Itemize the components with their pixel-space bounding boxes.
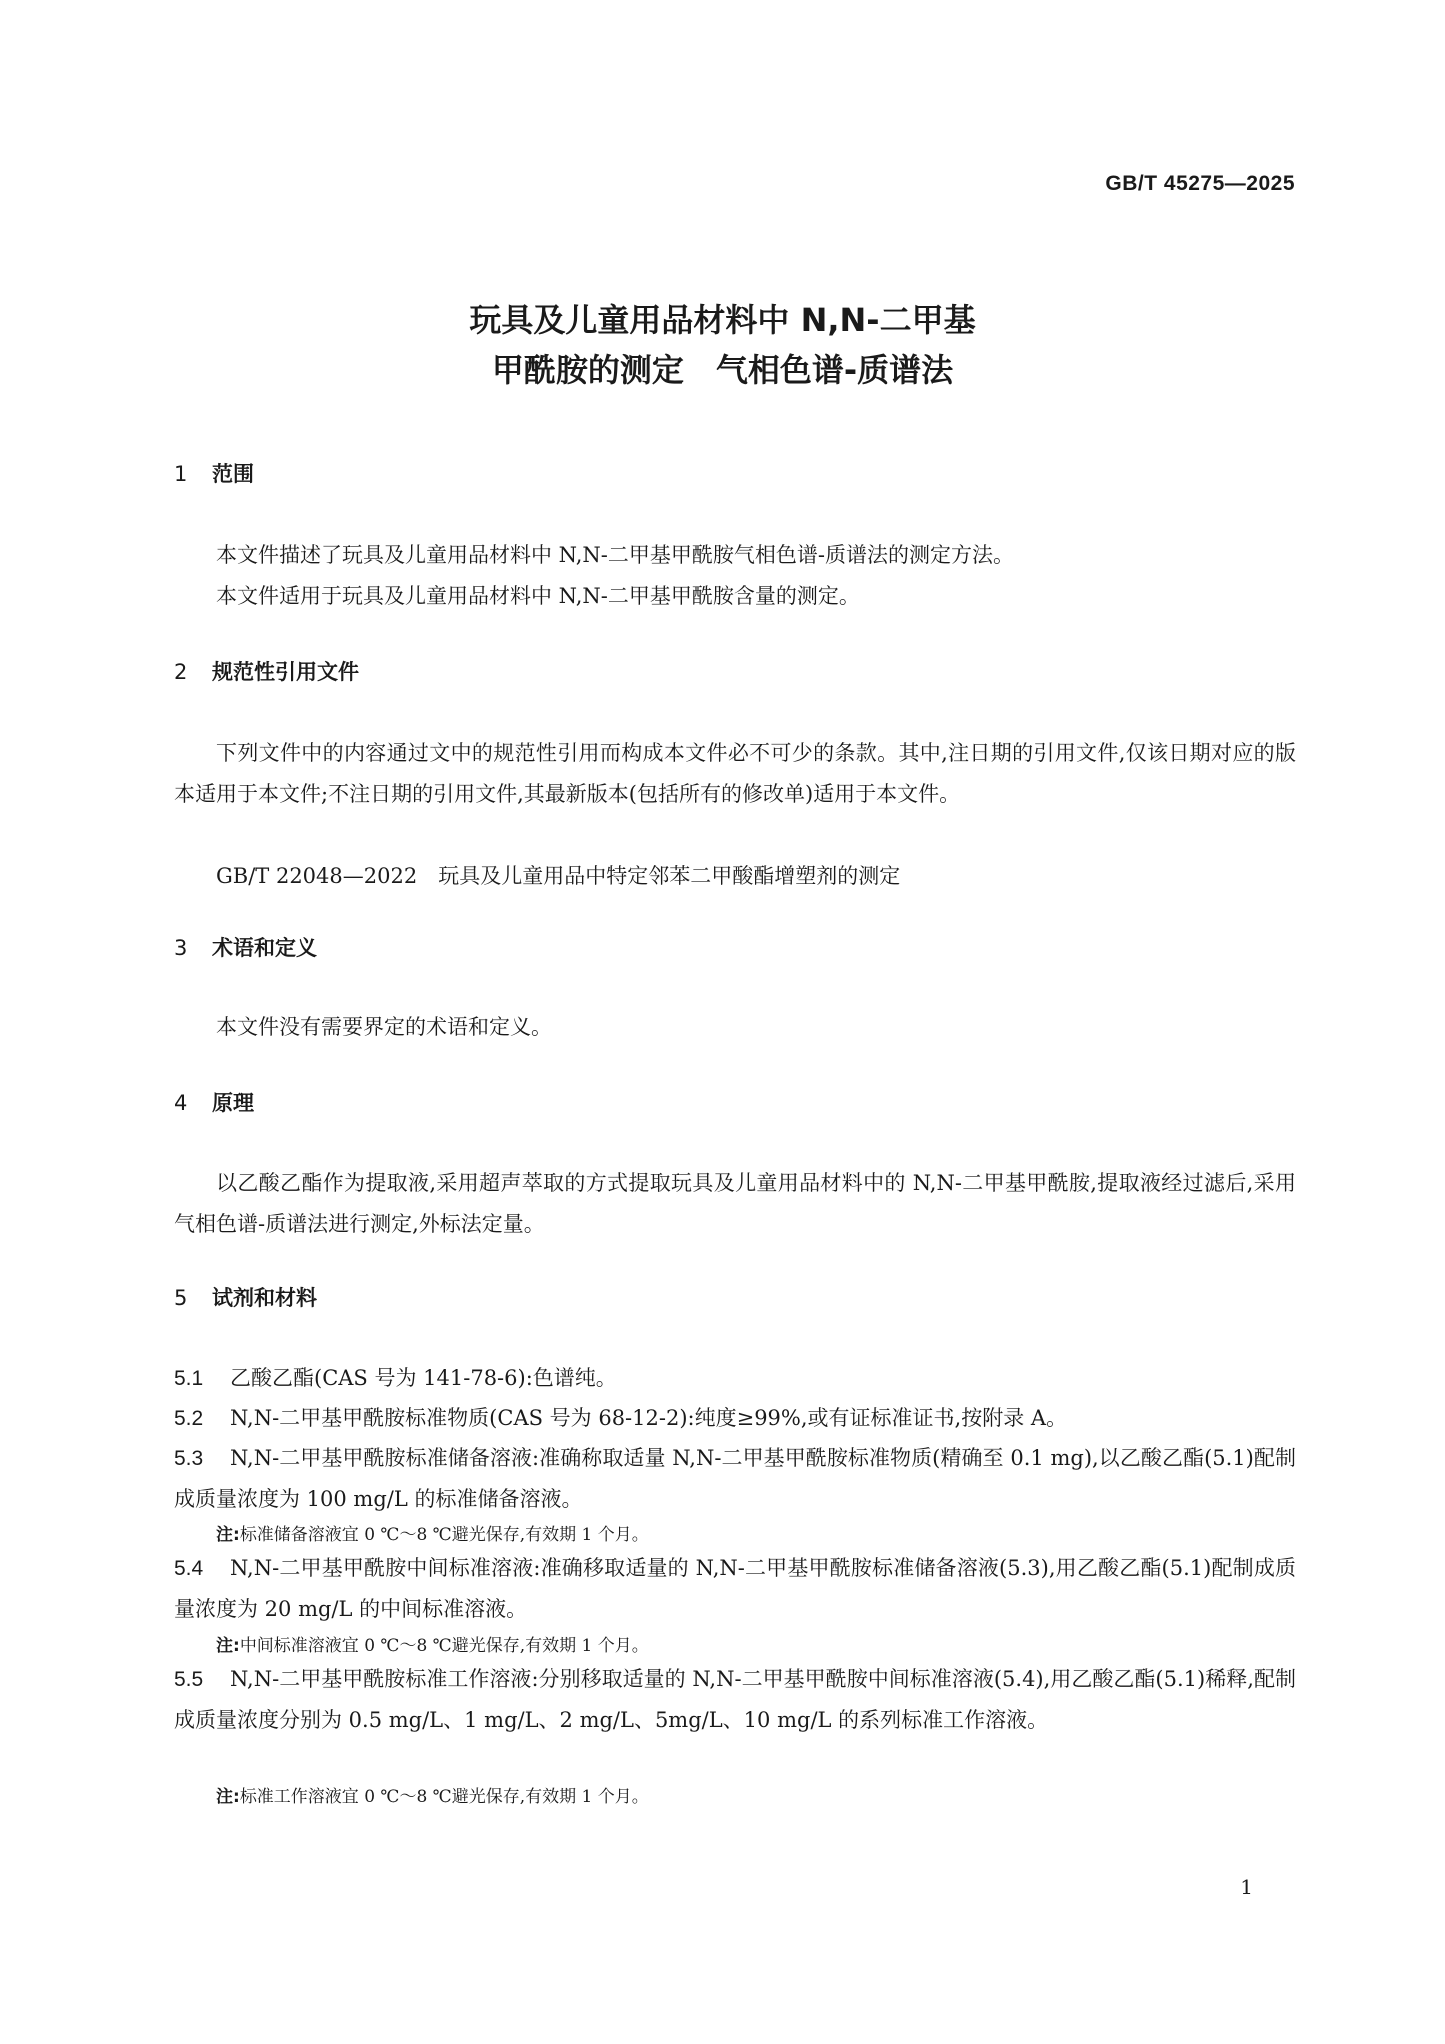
clause-text: N,N-二甲基甲酰胺标准工作溶液:分别移取适量的 N,N-二甲基甲酰胺中间标准溶液(5.4),用乙酸乙酯(5.1)稀释,配制成质量浓度分别为 0.5 mg/L、1 mg/L、2 mg/L、5mg/L、10 mg/L 的系列标准工作溶液。 <box>174 1667 1296 1732</box>
clause-text: 乙酸乙酯(CAS 号为 141-78-6):色谱纯。 <box>230 1366 617 1390</box>
title-line-1: 玩具及儿童用品材料中 N,N-二甲基 <box>469 301 976 339</box>
note-text: 标准工作溶液宜 0 ℃～8 ℃避光保存,有效期 1 个月。 <box>239 1787 649 1807</box>
note-5-3 <box>216 1520 649 1550</box>
section-number: 5 <box>174 1286 188 1310</box>
section-2-paragraph-1: 下列文件中的内容通过文中的规范性引用而构成本文件必不可少的条款。其中,注日期的引用文件,仅该日期对应的版本适用于本文件;不注日期的引用文件,其最新版本(包括所有的修改单)适用于本文件。 <box>174 741 1296 806</box>
clause-text: N,N-二甲基甲酰胺标准储备溶液:准确称取适量 N,N-二甲基甲酰胺标准物质(精确至 0.1 mg),以乙酸乙酯(5.1)配制成质量浓度为 100 mg/L 的标准储备溶液。 <box>174 1446 1296 1511</box>
clause-5-3 <box>174 1438 1296 1519</box>
section-title: 原理 <box>212 1091 254 1115</box>
section-2-heading <box>174 656 359 686</box>
note-label: 注: <box>216 1636 240 1656</box>
section-title: 术语和定义 <box>212 936 317 960</box>
normative-reference: GB/T 22048—2022 玩具及儿童用品中特定邻苯二甲酸酯增塑剂的测定 <box>216 864 901 888</box>
section-3-paragraph-1: 本文件没有需要界定的术语和定义。 <box>216 1015 552 1039</box>
section-number: 3 <box>174 936 188 960</box>
clause-number: 5.1 <box>174 1367 204 1390</box>
standard-number: GB/T 45275—2025 <box>1105 172 1295 195</box>
clause-5-1 <box>174 1358 1296 1399</box>
page-number: 1 <box>1240 1875 1253 1899</box>
section-1-paragraph-2: 本文件适用于玩具及儿童用品材料中 N,N-二甲基甲酰胺含量的测定。 <box>216 584 860 608</box>
note-text: 标准储备溶液宜 0 ℃～8 ℃避光保存,有效期 1 个月。 <box>239 1525 649 1545</box>
clause-5-2 <box>174 1398 1296 1439</box>
clause-5-4 <box>174 1548 1296 1629</box>
section-title: 规范性引用文件 <box>212 660 359 684</box>
section-4-heading <box>174 1087 254 1117</box>
section-number: 2 <box>174 660 188 684</box>
clause-text: N,N-二甲基甲酰胺中间标准溶液:准确移取适量的 N,N-二甲基甲酰胺标准储备溶液(5.3),用乙酸乙酯(5.1)配制成质量浓度为 20 mg/L 的中间标准溶液。 <box>174 1556 1296 1621</box>
title-line-2: 甲酰胺的测定 气相色谱-质谱法 <box>491 351 954 389</box>
section-5-heading <box>174 1282 317 1312</box>
clause-number: 5.2 <box>174 1407 204 1430</box>
note-5-4 <box>216 1631 649 1661</box>
section-number: 4 <box>174 1091 188 1115</box>
clause-text: N,N-二甲基甲酰胺标准物质(CAS 号为 68-12-2):纯度≥99%,或有证标准证书,按附录 A。 <box>230 1406 1068 1430</box>
clause-number: 5.4 <box>174 1557 204 1580</box>
clause-number: 5.3 <box>174 1447 204 1470</box>
section-3-heading <box>174 932 317 962</box>
clause-number: 5.5 <box>174 1668 204 1691</box>
note-label: 注: <box>216 1787 240 1807</box>
section-1-paragraph-1: 本文件描述了玩具及儿童用品材料中 N,N-二甲基甲酰胺气相色谱-质谱法的测定方法。 <box>216 543 1014 567</box>
section-title: 范围 <box>212 462 254 486</box>
note-5-5 <box>216 1782 649 1812</box>
clause-5-5 <box>174 1659 1296 1740</box>
note-text: 中间标准溶液宜 0 ℃～8 ℃避光保存,有效期 1 个月。 <box>239 1636 649 1656</box>
note-label: 注: <box>216 1525 240 1545</box>
section-4-paragraph-1: 以乙酸乙酯作为提取液,采用超声萃取的方式提取玩具及儿童用品材料中的 N,N-二甲基甲酰胺,提取液经过滤后,采用气相色谱-质谱法进行测定,外标法定量。 <box>174 1171 1296 1236</box>
section-number: 1 <box>174 462 188 486</box>
section-1-heading <box>174 458 254 488</box>
section-title: 试剂和材料 <box>212 1286 317 1310</box>
document-title <box>0 295 1445 395</box>
